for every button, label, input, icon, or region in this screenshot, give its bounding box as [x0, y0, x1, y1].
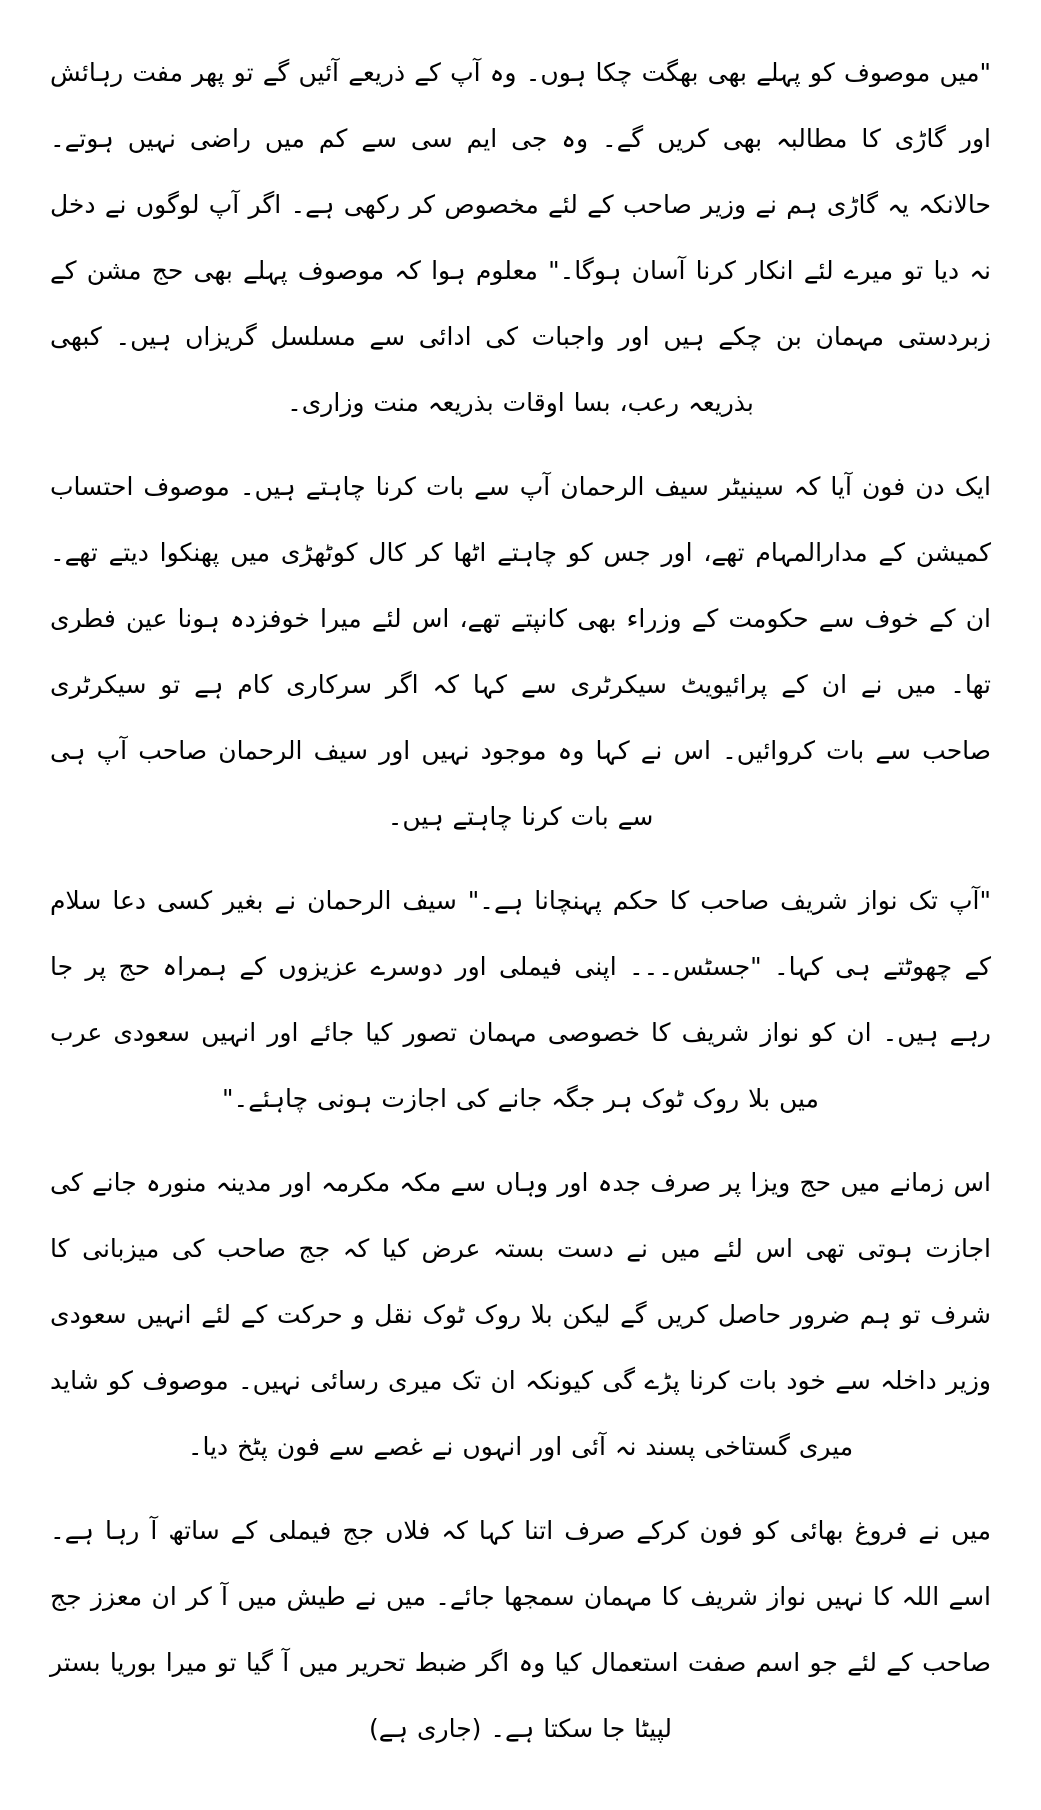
paragraph-4: اس زمانے میں حج ویزا پر صرف جدہ اور وہاں سے مکہ مکرمہ اور مدینہ منورہ جانے کی اجازت ہوتی تھی اس لئے میں نے دست بستہ عرض کیا کہ جج صاحب کی میزبانی کا شرف تو ہم ضرور حاصل کریں گے لیکن بلا روک ٹوک نقل و حرکت کے لئے انہیں سعودی وزیر داخلہ سے خود بات کرنا پڑے گی کیونکہ ان تک میری رسائی نہیں۔ موصوف کو شاید میری گستاخی پسند نہ آئی اور انہوں نے غصے سے فون پٹخ دیا۔ [50, 1168, 991, 1461]
paragraph-2: ایک دن فون آیا کہ سینیٹر سیف الرحمان آپ سے بات کرنا چاہتے ہیں۔ موصوف احتساب کمیشن کے مدارالمہام تھے، اور جس کو چاہتے اٹھا کر کال کوٹھڑی میں پھنکوا دیتے تھے۔ ان کے خوف سے حکومت کے وزراء بھی کانپتے تھے، اس لئے میرا خوفزدہ ہونا عین فطری تھا۔ میں نے ان کے پرائیویٹ سیکرٹری سے کہا کہ اگر سرکاری کام ہے تو سیکرٹری صاحب سے بات کروائیں۔ اس نے کہا وہ موجود نہیں اور سیف الرحمان صاحب آپ ہی سے بات کرنا چاہتے ہیں۔ [50, 472, 991, 831]
paragraph-5: میں نے فروغ بھائی کو فون کرکے صرف اتنا کہا کہ فلاں جج فیملی کے ساتھ آ رہا ہے۔ اسے اللہ کا نہیں نواز شریف کا مہمان سمجھا جائے۔ میں نے طیش میں آ کر ان معزز جج صاحب کے لئے جو اسم صفت استعمال کیا وہ اگر ضبط تحریر میں آ گیا تو میرا بوریا بستر لپیٹا جا سکتا ہے۔ (جاری ہے) [50, 1516, 991, 1743]
paragraph-3: "آپ تک نواز شریف صاحب کا حکم پہنچانا ہے۔" سیف الرحمان نے بغیر کسی دعا سلام کے چھوٹتے ہی کہا۔ "جسٹس۔۔۔ اپنی فیملی اور دوسرے عزیزوں کے ہمراہ حج پر جا رہے ہیں۔ ان کو نواز شریف کا خصوصی مہمان تصور کیا جائے اور انہیں سعودی عرب میں بلا روک ٹوک ہر جگہ جانے کی اجازت ہونی چاہئے۔" [50, 886, 991, 1113]
paragraph-1: "میں موصوف کو پہلے بھی بھگت چکا ہوں۔ وہ آپ کے ذریعے آئیں گے تو پھر مفت رہائش اور گاڑی کا مطالبہ بھی کریں گے۔ وہ جی ایم سی سے کم میں راضی نہیں ہوتے۔ حالانکہ یہ گاڑی ہم نے وزیر صاحب کے لئے مخصوص کر رکھی ہے۔ اگر آپ لوگوں نے دخل نہ دیا تو میرے لئے انکار کرنا آسان ہوگا۔" معلوم ہوا کہ موصوف پہلے بھی حج مشن کے زبردستی مہمان بن چکے ہیں اور واجبات کی ادائی سے مسلسل گریزاں ہیں۔ کبھی بذریعہ رعب، بسا اوقات بذریعہ منت وزاری۔ [50, 58, 991, 417]
